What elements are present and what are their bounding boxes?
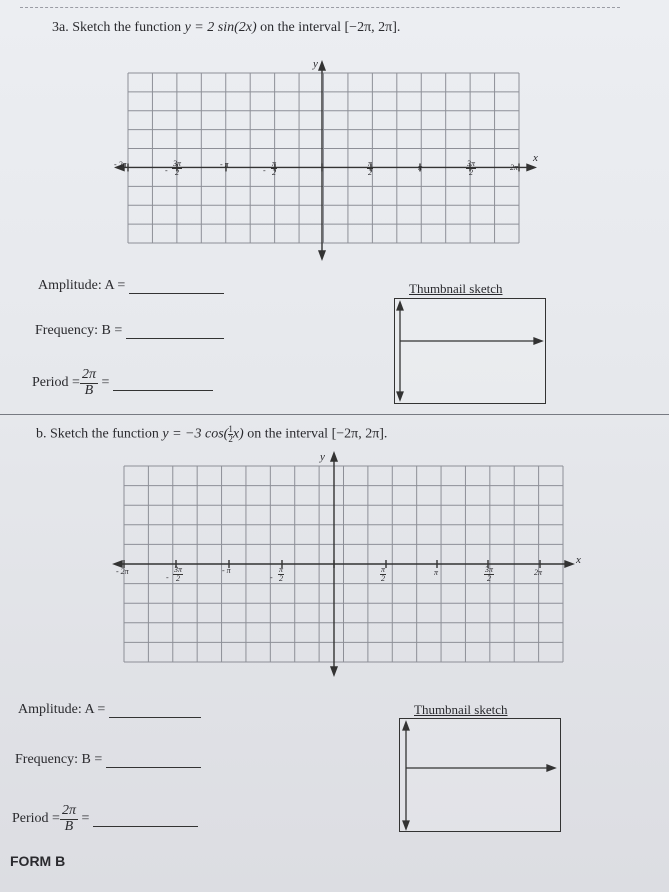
tick-num: π (368, 159, 373, 168)
tick-pi: π (418, 163, 423, 172)
form-label: FORM B (10, 853, 66, 869)
tick-den: 2 (272, 168, 276, 178)
tick-num: π (381, 565, 386, 574)
function-expression: y = 2 sin(2x) (184, 20, 257, 35)
tick-num: 3π (467, 159, 476, 168)
prompt-text: Sketch the function (50, 426, 159, 442)
period-equals: = (101, 375, 110, 391)
tick-3pi-2 (484, 566, 494, 584)
thumbnail-title-a: Thumbnail sketch (409, 281, 503, 296)
tick-num: π (279, 565, 284, 574)
tick-num: 3π (174, 565, 183, 574)
tick-den: 2 (368, 168, 372, 178)
tick-minus: - (165, 166, 168, 175)
y-axis-arrow-up (319, 62, 325, 70)
tick-minus: - (263, 166, 266, 175)
period-label: Period = (32, 375, 80, 391)
y-axis-label: y (313, 58, 318, 70)
function-expression-end: x) (232, 426, 244, 442)
interval-value: [−2π, 2π]. (331, 426, 388, 442)
tick-neg-pi-2 (271, 160, 277, 178)
x-axis-label: x (576, 554, 581, 566)
thumbnail-box-a[interactable] (394, 298, 546, 404)
y-axis-arrow-down (331, 667, 337, 675)
problem-number: b. (36, 426, 47, 442)
half-num: 1 (228, 424, 233, 434)
y-axis-arrow-up (331, 453, 337, 461)
period-row-b (12, 804, 198, 834)
tick-pi-2 (367, 160, 373, 178)
period-denominator: B (84, 382, 94, 398)
tick-neg-3pi-2 (173, 566, 183, 584)
tick-neg-2pi: - 2π (116, 567, 129, 576)
frequency-label: Frequency: B = (35, 323, 123, 338)
period-input[interactable] (93, 812, 198, 827)
tick-num: 3π (485, 565, 494, 574)
y-axis-arrow-down (319, 251, 325, 259)
tick-2pi: 2π (510, 163, 519, 172)
prompt-text: Sketch the function (72, 20, 182, 35)
tick-num: π (272, 159, 277, 168)
amplitude-row-a (38, 278, 224, 294)
amplitude-input[interactable] (109, 703, 201, 718)
frequency-input[interactable] (126, 324, 224, 339)
amplitude-input[interactable] (129, 279, 224, 294)
frequency-label: Frequency: B = (15, 752, 103, 767)
frequency-row-b (15, 752, 201, 768)
period-input[interactable] (113, 376, 213, 391)
amplitude-label: Amplitude: A = (18, 702, 106, 717)
period-numerator: 2π (81, 367, 96, 382)
x-axis-label: x (533, 152, 538, 164)
tick-minus: - (270, 573, 273, 582)
x-axis-arrow (565, 561, 573, 567)
tick-num: 3π (173, 159, 182, 168)
tick-2pi: 2π (534, 568, 543, 577)
tick-minus: - (166, 573, 169, 582)
period-fraction (80, 368, 98, 398)
tick-neg-pi-2 (278, 566, 284, 584)
tick-den: 2 (381, 574, 385, 584)
thumbnail-title-b: Thumbnail sketch (414, 702, 508, 717)
interval-value: [−2π, 2π]. (344, 20, 401, 35)
period-label: Period = (12, 811, 60, 827)
tick-3pi-2 (466, 160, 476, 178)
tick-den: 2 (176, 574, 180, 584)
tick-den: 2 (469, 168, 473, 178)
tick-den: 2 (487, 574, 491, 584)
tick-neg-3pi-2 (172, 160, 182, 178)
function-expression: y = −3 cos( (162, 426, 229, 442)
tick-pi-2 (380, 566, 386, 584)
problem-number: 3a. (52, 20, 69, 35)
tick-neg-pi: - π (220, 160, 229, 169)
x-axis-arrow (527, 164, 535, 170)
amplitude-row-b (18, 702, 201, 718)
interval-prefix: on the interval (260, 20, 342, 35)
period-row-a (32, 368, 213, 398)
frequency-input[interactable] (106, 753, 201, 768)
tick-neg-2pi: - 2π (114, 160, 127, 169)
y-axis-label: y (320, 451, 325, 463)
period-fraction (60, 804, 78, 834)
tick-pi: π (434, 568, 439, 577)
half-den: 2 (228, 434, 233, 444)
tick-neg-pi: - π (222, 566, 231, 575)
amplitude-label: Amplitude: A = (38, 278, 126, 293)
part-b-prompt (36, 425, 387, 444)
thumbnail-box-b[interactable] (399, 718, 561, 832)
tick-den: 2 (279, 574, 283, 584)
period-denominator: B (64, 818, 74, 834)
period-equals: = (81, 811, 90, 827)
tick-den: 2 (175, 168, 179, 178)
period-numerator: 2π (61, 803, 76, 818)
interval-prefix: on the interval (247, 426, 329, 442)
frequency-row-a (35, 323, 224, 339)
